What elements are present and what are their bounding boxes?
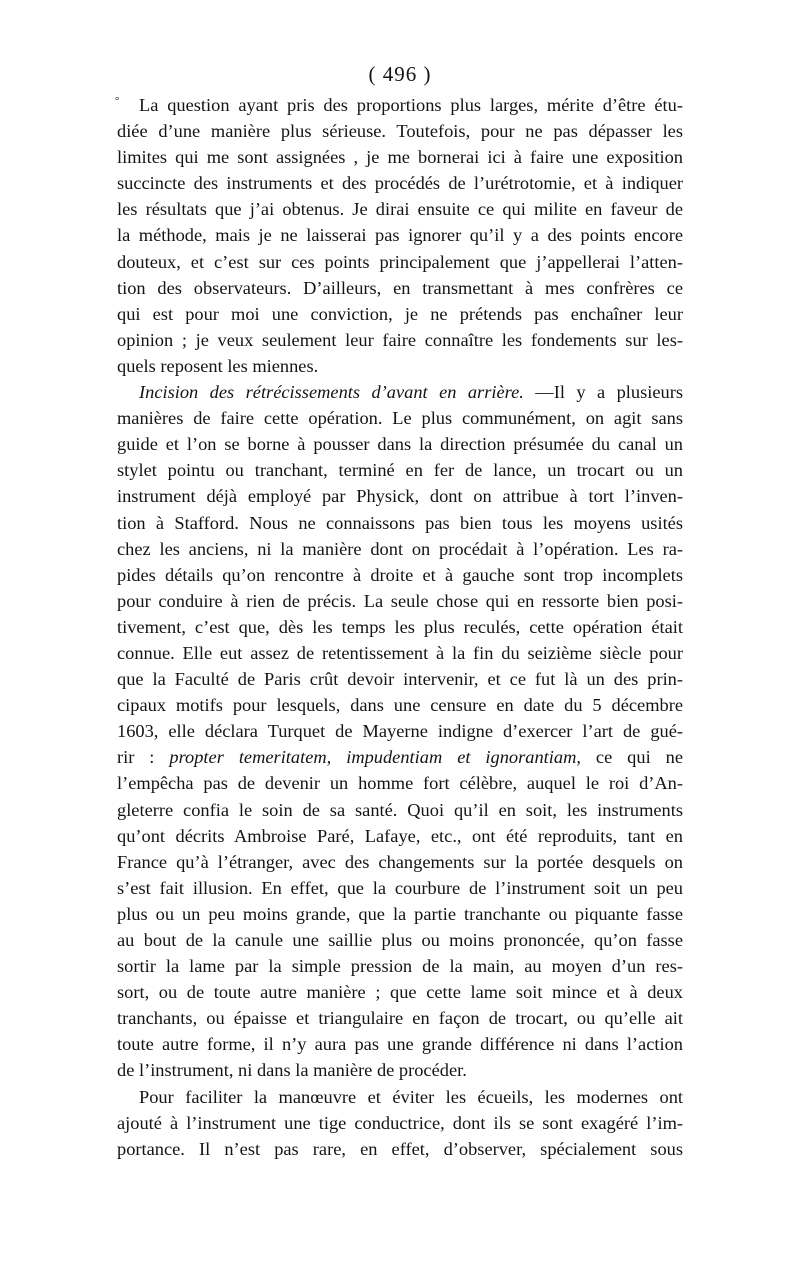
text-line <box>117 979 683 1005</box>
text-line <box>117 170 683 196</box>
text-run: connue. Elle eut assez de retentissement à la fin du seizième siècle pour <box>117 642 683 663</box>
text-run: limites qui me sont assignées , je me bornerai ici à faire une exposition <box>117 147 683 168</box>
text-run: que la Faculté de Paris crût devoir intervenir, et ce fut là un des prin- <box>117 669 683 690</box>
text-line <box>117 797 683 823</box>
text-run: stylet pointu ou tranchant, terminé en fer de lance, un trocart ou un <box>117 460 683 481</box>
text-run: l’empêcha pas de devenir un homme fort célèbre, auquel le roi d’An- <box>117 773 683 794</box>
footnote-mark: ° <box>115 95 120 107</box>
text-run: La question ayant pris des proportions plus larges, mérite d’être étu- <box>139 95 683 115</box>
text-run: cipaux motifs pour lesquels, dans une censure en date du 5 décembre <box>117 695 683 716</box>
text-run: de l’instrument, ni dans la manière de procéder. <box>117 1060 467 1081</box>
text-line <box>117 353 683 379</box>
text-line <box>117 1057 683 1083</box>
text-run: la méthode, mais je ne laisserai pas ignorer qu’il y a des points encore <box>117 225 683 246</box>
text-line <box>117 718 683 744</box>
text-line <box>117 510 683 536</box>
text-line <box>117 275 683 301</box>
text-line <box>117 901 683 927</box>
text-run: portance. Il n’est pas rare, en effet, d’observer, spécialement sous <box>117 1138 683 1159</box>
text-run: gleterre confia le soin de sa santé. Quoi qu’il en soit, les instruments <box>117 799 683 820</box>
text-run: tion des observateurs. D’ailleurs, en transmettant à mes confrères ce <box>117 277 683 298</box>
text-line <box>117 457 683 483</box>
text-run: qu’ont décrits Ambroise Paré, Lafaye, etc., ont été reproduits, tant en <box>117 825 683 846</box>
text-line <box>117 562 683 588</box>
text-line <box>117 692 683 718</box>
text-run: pour conduire à rien de précis. La seule chose qui en ressorte bien posi- <box>117 590 683 611</box>
text-run: s’est fait illusion. En effet, que la courbure de l’instrument soit un peu <box>117 877 683 898</box>
text-run: guide et l’on se borne à pousser dans la direction présumée du canal un <box>117 434 683 455</box>
page-number: ( 496 ) <box>368 62 432 86</box>
text-run: toute autre forme, il n’y aura pas une grande différence ni dans l’action <box>117 1034 683 1055</box>
text-line <box>117 405 683 431</box>
text-line <box>117 875 683 901</box>
text-line <box>117 770 683 796</box>
text-run: France qu’à l’étranger, avec des changements sur la portée desquels on <box>117 851 683 872</box>
text-line <box>117 144 683 170</box>
text-line <box>117 1136 683 1162</box>
text-line <box>117 483 683 509</box>
italic-text: Incision des rétrécissements d’avant en arrière. <box>139 382 524 403</box>
text-line <box>117 431 683 457</box>
text-run: 1603, elle déclara Turquet de Mayerne indigne d’exercer l’art de gué- <box>117 721 683 742</box>
text-line <box>117 614 683 640</box>
text-line <box>117 588 683 614</box>
text-line <box>117 823 683 849</box>
text-line <box>117 1005 683 1031</box>
text-line <box>117 1110 683 1136</box>
text-run: pides détails qu’on rencontre à droite et à gauche sont trop incomplets <box>117 564 683 585</box>
text-run: —Il y a plusieurs <box>523 382 683 403</box>
text-line <box>117 301 683 327</box>
text-line <box>117 92 683 118</box>
text-run: opinion ; je veux seulement leur faire connaître les fondements sur les- <box>117 329 683 350</box>
body-text <box>117 92 683 1162</box>
text-run: instrument déjà employé par Physick, dont on attribue à tort l’inven- <box>117 486 683 507</box>
text-run: sort, ou de toute autre manière ; que cette lame soit mince et à deux <box>117 982 683 1003</box>
text-line <box>117 1084 683 1110</box>
text-line <box>117 118 683 144</box>
text-line <box>117 1031 683 1057</box>
text-run: plus ou un peu moins grande, que la partie tranchante ou piquante fasse <box>117 903 683 924</box>
text-run: Pour faciliter la manœuvre et éviter les écueils, les modernes ont <box>139 1086 683 1107</box>
text-run: tranchants, ou épaisse et triangulaire en façon de trocart, ou qu’elle ait <box>117 1008 683 1029</box>
text-run: qui est pour moi une conviction, je ne prétends pas enchaîner leur <box>117 303 683 324</box>
text-run: tivement, c’est que, dès les temps les plus reculés, cette opération était <box>117 616 683 637</box>
text-line <box>117 927 683 953</box>
text-run: succincte des instruments et des procédés de l’urétrotomie, et à indiquer <box>117 173 683 194</box>
text-line <box>117 222 683 248</box>
text-line <box>117 327 683 353</box>
text-line <box>117 196 683 222</box>
text-run: tion à Stafford. Nous ne connaissons pas bien tous les moyens usités <box>117 512 683 533</box>
text-line <box>117 744 683 770</box>
text-line <box>117 249 683 275</box>
text-run: ajouté à l’instrument une tige conductrice, dont ils se sont exagéré l’im- <box>117 1112 683 1133</box>
text-run: rir : <box>117 747 170 768</box>
text-line <box>117 953 683 979</box>
text-run: diée d’une manière plus sérieuse. Toutefois, pour ne pas dépasser les <box>117 121 683 142</box>
text-line <box>117 640 683 666</box>
text-run: les résultats que j’ai obtenus. Je dirai ensuite ce qui milite en faveur de <box>117 199 683 220</box>
text-run: sortir la lame par la simple pression de la main, au moyen d’un res- <box>117 956 683 977</box>
text-line <box>117 536 683 562</box>
text-run: chez les anciens, ni la manière dont on procédait à l’opération. Les ra- <box>117 538 683 559</box>
text-line <box>117 666 683 692</box>
italic-text: propter temeritatem, impudentiam et ignorantiam, <box>169 747 581 768</box>
text-run: manières de faire cette opération. Le plus communément, on agit sans <box>117 408 683 429</box>
text-run: ce qui ne <box>580 747 683 768</box>
text-line <box>117 849 683 875</box>
text-run: quels reposent les miennes. <box>117 355 319 376</box>
text-run: douteux, et c’est sur ces points principalement que j’appellerai l’atten- <box>117 251 683 272</box>
text-run: au bout de la canule une saillie plus ou moins prononcée, qu’on fasse <box>117 930 683 950</box>
text-line <box>117 379 683 405</box>
